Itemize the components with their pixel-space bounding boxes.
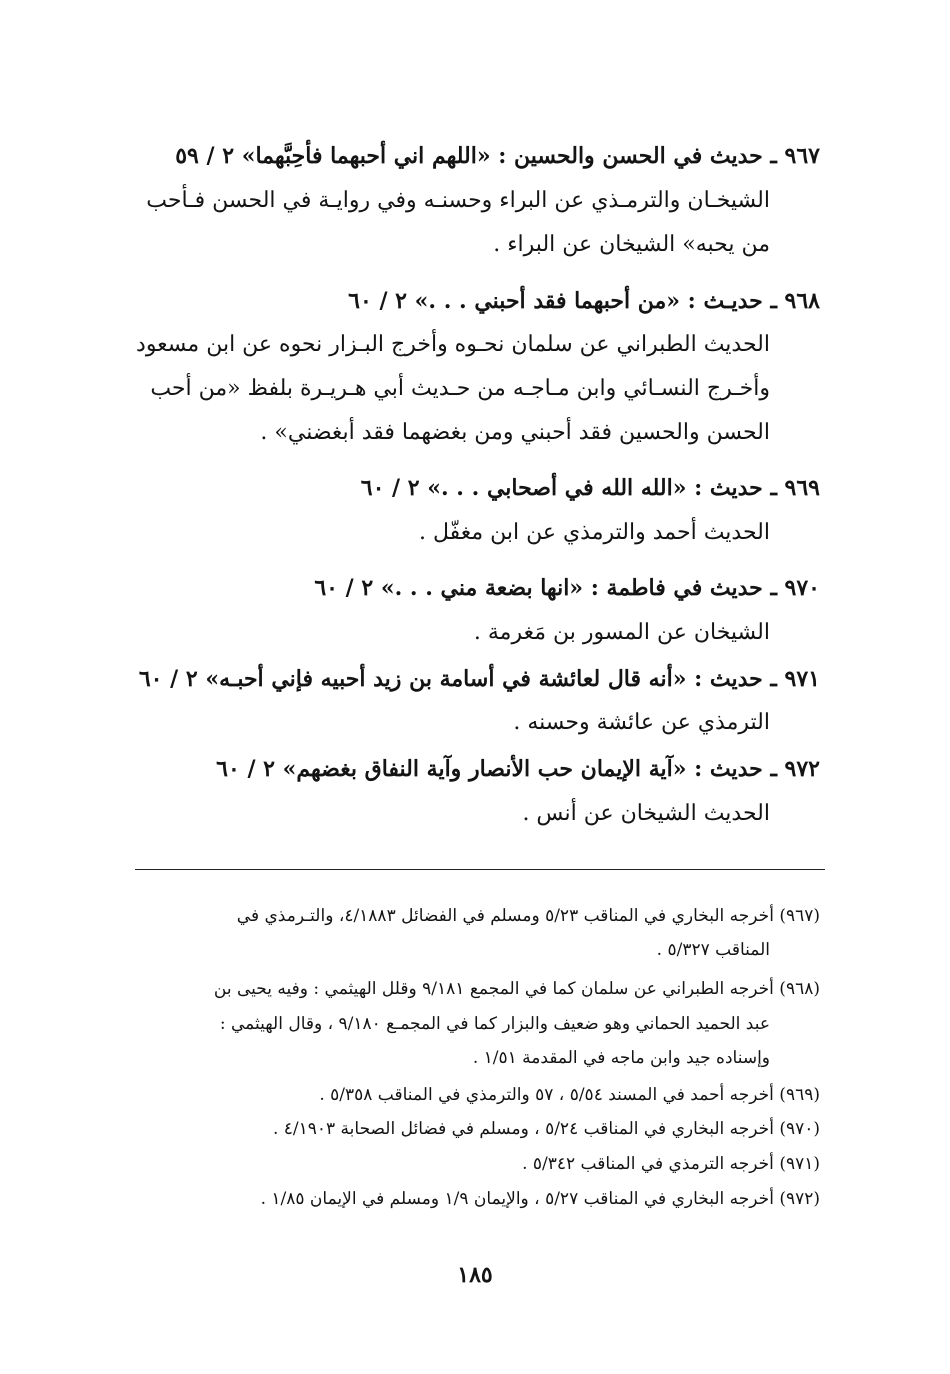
entry-967-text-line-1: الشيخـان والترمـذي عن البراء وحسنـه وفي روايـة في الحسن فـأحب: [146, 188, 770, 213]
footnote-972-line-1: (٩٧٢) أخرجه البخاري في المناقب ٥/٢٧ ، والإيمان ١/٩ ومسلم في الإيمان ١/٨٥ .: [260, 1189, 820, 1209]
entry-968-text-line-3: الحسن والحسين فقد أحبني ومن بغضهما فقد أبغضني» .: [260, 420, 770, 445]
footnote-divider: [135, 869, 825, 870]
entry-972-text-line-1: الحديث الشيخان عن أنس .: [522, 801, 770, 826]
footnote-967-line-2: المناقب ٥/٣٢٧ .: [656, 940, 770, 960]
entry-969-heading: ٩٦٩ ـ حديث : «الله الله في أصحابي . . .» ٢ / ٦٠: [360, 475, 820, 501]
entry-969-text-line-1: الحديث أحمد والترمذي عن ابن مغفّل .: [418, 520, 770, 545]
footnote-971-line-1: (٩٧١) أخرجه الترمذي في المناقب ٥/٣٤٢ .: [522, 1154, 820, 1174]
entry-968-text-line-2: وأخـرج النسـائي وابن مـاجـه من حـديث أبي هـريـرة بلفظ «من أحب: [150, 376, 770, 401]
page-number: ١٨٥: [457, 1262, 493, 1288]
entry-970-heading: ٩٧٠ ـ حديث في فاطمة : «انها بضعة مني . . .» ٢ / ٦٠: [314, 575, 820, 601]
footnote-967-line-1: (٩٦٧) أخرجه البخاري في المناقب ٥/٢٣ ومسلم في الفضائل ٤/١٨٨٣، والتـرمذي في: [236, 906, 820, 926]
entry-972-heading: ٩٧٢ ـ حديث : «آية الإيمان حب الأنصار وآية النفاق بغضهم» ٢ / ٦٠: [216, 756, 820, 782]
entry-970-text-line-1: الشيخان عن المسور بن مَغرمة .: [473, 620, 770, 645]
footnote-970-line-1: (٩٧٠) أخرجه البخاري في المناقب ٥/٢٤ ، ومسلم في فضائل الصحابة ٤/١٩٠٣ .: [272, 1119, 820, 1139]
entry-967-text-line-2: من يحبه» الشيخان عن البراء .: [493, 232, 770, 257]
footnote-968-line-3: وإسناده جيد وابن ماجه في المقدمة ١/٥١ .: [472, 1048, 770, 1068]
footnote-968-line-1: (٩٦٨) أخرجه الطبراني عن سلمان كما في المجمع ٩/١٨١ وقلل الهيثمي : وفيه يحيى بن: [213, 979, 820, 999]
entry-968-text-line-1: الحديث الطبراني عن سلمان نحـوه وأخرج البـزار نحوه عن ابن مسعود: [136, 332, 770, 357]
entry-971-text-line-1: الترمذي عن عائشة وحسنه .: [513, 710, 770, 735]
entry-971-heading: ٩٧١ ـ حديث : «أنه قال لعائشة في أسامة بن زيد أحبيه فإني أحبـه» ٢ / ٦٠: [138, 666, 820, 692]
footnote-968-line-2: عبد الحميد الحماني وهو ضعيف والبزار كما في المجمـع ٩/١٨٠ ، وقال الهيثمي :: [219, 1014, 770, 1034]
footnote-969-line-1: (٩٦٩) أخرجه أحمد في المسند ٥/٥٤ ، ٥٧ والترمذي في المناقب ٥/٣٥٨ .: [319, 1085, 820, 1105]
entry-968-heading: ٩٦٨ ـ حديـث : «من أحبهما فقد أحبني . . .» ٢ / ٦٠: [348, 288, 820, 314]
entry-967-heading: ٩٦٧ ـ حديث في الحسن والحسين : «اللهم اني أحبهما فأحِبَّهما» ٢ / ٥٩: [175, 143, 820, 169]
